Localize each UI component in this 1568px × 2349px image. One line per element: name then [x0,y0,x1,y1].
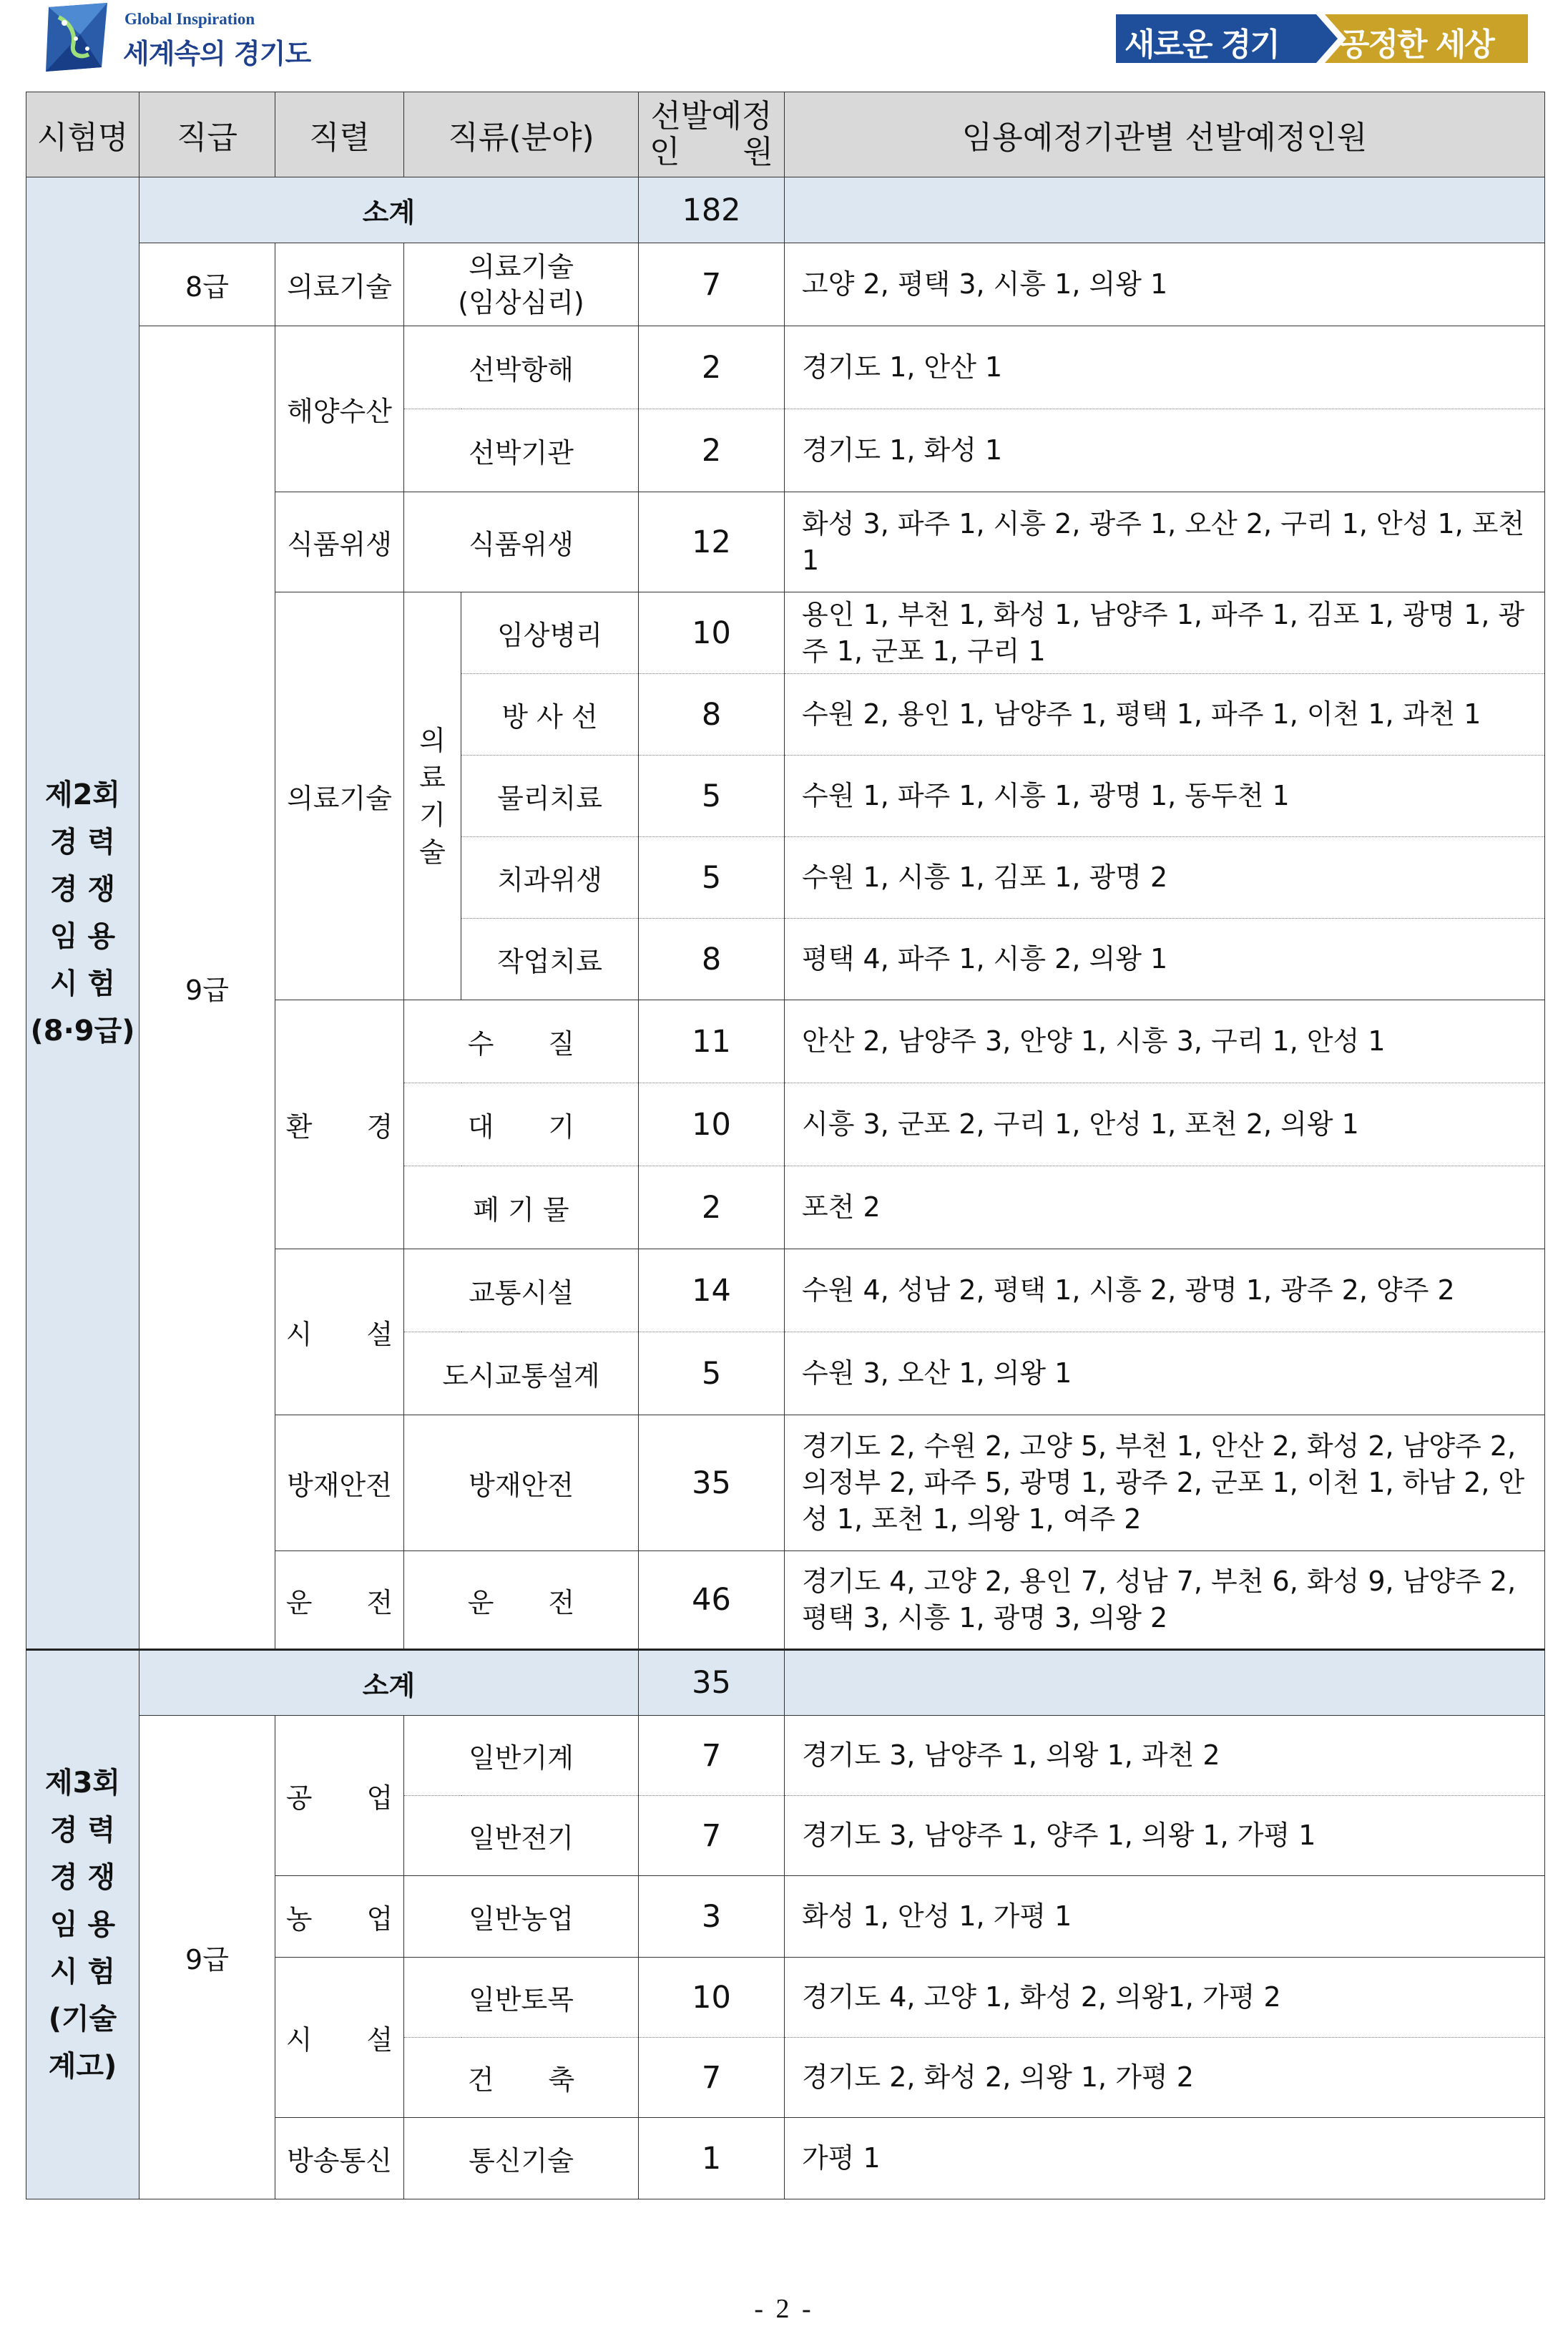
field-cell: 일반기계 [404,1716,639,1796]
exam3-subtotal-alloc [785,1650,1545,1716]
alloc-cell: 경기도 1, 화성 1 [785,409,1545,492]
alloc-cell: 고양 2, 평택 3, 시흥 1, 의왕 1 [785,243,1545,326]
slogan-left-text: 새로운 경기 [1124,26,1279,63]
header-exam: 시험명 [26,92,139,177]
slogan-banner [1116,13,1528,64]
grade-cell: 8급 [139,243,275,326]
exam3-subtotal-count: 35 [639,1650,785,1716]
header-count-line2: 인 원 [650,134,774,170]
series-cell: 해양수산 [275,326,404,492]
count-cell: 5 [639,756,785,837]
field-cell: 방 사 선 [461,674,639,756]
field-cell: 일반토목 [404,1958,639,2038]
gyeonggi-logo [44,0,316,74]
field-cell: 식품위생 [404,492,639,592]
exam3-name-line: 경 력 [49,1814,116,1847]
alloc-cell: 화성 1, 안성 1, 가평 1 [785,1876,1545,1958]
exam2-name-line: (8·9급) [30,1015,135,1047]
exam2-name-line: 제2회 [44,778,121,811]
series-cell: 시 설 [275,1958,404,2118]
exam3-name-line: 계고) [48,2050,117,2083]
field-cell: 일반전기 [404,1796,639,1876]
count-cell: 2 [639,1166,785,1249]
header-alloc: 임용예정기관별 선발예정인원 [785,92,1545,177]
alloc-cell: 포천 2 [785,1166,1545,1249]
count-cell: 14 [639,1249,785,1332]
series-cell: 의료기술 [275,243,404,326]
count-cell: 10 [639,592,785,674]
exam2-subtotal-alloc [785,177,1545,243]
field-cell: 건 축 [404,2038,639,2118]
header-grade: 직급 [139,92,275,177]
series-cell: 시 설 [275,1249,404,1415]
count-cell: 5 [639,837,785,919]
slogan-right-text: 공정한 세상 [1339,26,1494,63]
table-row [26,326,1545,409]
exam2-subtotal-count: 182 [639,177,785,243]
count-cell: 35 [639,1415,785,1551]
field-cell: 작업치료 [461,919,639,1000]
alloc-cell: 화성 3, 파주 1, 시흥 2, 광주 1, 오산 2, 구리 1, 안성 1, 포천 1 [785,492,1545,592]
field-cell: 임상병리 [461,592,639,674]
field-cell: 방재안전 [404,1415,639,1551]
field-cell: 일반농업 [404,1876,639,1958]
series-cell: 환 경 [275,1000,404,1249]
series-cell: 의료기술 [275,592,404,1000]
alloc-cell: 경기도 3, 남양주 1, 양주 1, 의왕 1, 가평 1 [785,1796,1545,1876]
exam3-name [26,1650,139,2199]
count-cell: 11 [639,1000,785,1083]
count-cell: 7 [639,1716,785,1796]
exam3-name-line: 임 용 [49,1908,116,1941]
exam2-name-line: 임 용 [49,920,116,953]
alloc-cell: 경기도 2, 수원 2, 고양 5, 부천 1, 안산 2, 화성 2, 남양주 2, 의정부 2, 파주 5, 광명 1, 광주 2, 군포 1, 이천 1, 하남 2, 안성 1, 포천 1, 의왕 1, 여주 2 [785,1415,1545,1551]
series-cell: 방재안전 [275,1415,404,1551]
field-cell: 수 질 [404,1000,639,1083]
series-cell: 공 업 [275,1716,404,1876]
alloc-cell: 시흥 3, 군포 2, 구리 1, 안성 1, 포천 2, 의왕 1 [785,1083,1545,1166]
alloc-cell: 수원 1, 시흥 1, 김포 1, 광명 2 [785,837,1545,919]
count-cell: 46 [639,1551,785,1650]
exam3-name-line: 경 쟁 [49,1861,116,1894]
count-cell: 1 [639,2118,785,2199]
field-cell: 선박항해 [404,326,639,409]
field-cell: 물리치료 [461,756,639,837]
field-cell: 선박기관 [404,409,639,492]
exam3-name-line: 시 험 [49,1955,116,1988]
alloc-cell: 가평 1 [785,2118,1545,2199]
series-cell: 식품위생 [275,492,404,592]
alloc-cell: 경기도 1, 안산 1 [785,326,1545,409]
grade-cell: 9급 [139,1716,275,2199]
alloc-cell: 수원 4, 성남 2, 평택 1, 시흥 2, 광명 1, 광주 2, 양주 2 [785,1249,1545,1332]
exam2-subtotal-label: 소계 [139,177,639,243]
alloc-cell: 안산 2, 남양주 3, 안양 1, 시흥 3, 구리 1, 안성 1 [785,1000,1545,1083]
table-header-row [26,92,1545,177]
exam3-name-line: 제3회 [44,1767,121,1799]
header-count [639,92,785,177]
logo-korean-text: 세계속의 경기도 [123,38,311,69]
field-cell: 운 전 [404,1551,639,1650]
field-cell: 의료기술 (임상심리) [404,243,639,326]
exam2-name-line: 시 험 [49,967,116,1000]
count-cell: 2 [639,409,785,492]
series-cell: 방송통신 [275,2118,404,2199]
count-cell: 12 [639,492,785,592]
exam2-name-line: 경 력 [49,826,116,859]
exam2-name [26,177,139,1650]
field-cell: 폐 기 물 [404,1166,639,1249]
subtotal-row [26,1650,1545,1716]
alloc-cell: 경기도 4, 고양 2, 용인 7, 성남 7, 부천 6, 화성 9, 남양주 2, 평택 3, 시흥 1, 광명 3, 의왕 2 [785,1551,1545,1650]
count-cell: 5 [639,1332,785,1415]
series-cell: 운 전 [275,1551,404,1650]
field-cell: 통신기술 [404,2118,639,2199]
count-cell: 7 [639,243,785,326]
count-cell: 10 [639,1083,785,1166]
field-cell: 교통시설 [404,1249,639,1332]
exam3-subtotal-label: 소계 [139,1650,639,1716]
header-field: 직류(분야) [404,92,639,177]
alloc-cell: 평택 4, 파주 1, 시흥 2, 의왕 1 [785,919,1545,1000]
header-count-line1: 선발예정 [650,98,773,135]
count-cell: 8 [639,674,785,756]
count-cell: 7 [639,1796,785,1876]
series-cell: 농 업 [275,1876,404,1958]
count-cell: 3 [639,1876,785,1958]
alloc-cell: 경기도 4, 고양 1, 화성 2, 의왕1, 가평 2 [785,1958,1545,2038]
count-cell: 8 [639,919,785,1000]
gyeonggi-logo-icon [44,1,116,73]
exam2-name-line: 경 쟁 [49,873,116,906]
table-row [26,1716,1545,1796]
alloc-cell: 수원 2, 용인 1, 남양주 1, 평택 1, 파주 1, 이천 1, 과천 1 [785,674,1545,756]
subtotal-row [26,177,1545,243]
count-cell: 10 [639,1958,785,2038]
subgroup-cell: 의 료 기 술 [404,592,461,1000]
alloc-cell: 용인 1, 부천 1, 화성 1, 남양주 1, 파주 1, 김포 1, 광명 1, 광주 1, 군포 1, 구리 1 [785,592,1545,674]
grade-cell: 9급 [139,326,275,1650]
field-cell: 대 기 [404,1083,639,1166]
field-cell: 치과위생 [461,837,639,919]
alloc-cell: 경기도 3, 남양주 1, 의왕 1, 과천 2 [785,1716,1545,1796]
field-cell: 도시교통설계 [404,1332,639,1415]
count-cell: 7 [639,2038,785,2118]
count-cell: 2 [639,326,785,409]
page-number: - 2 - [754,2294,814,2324]
alloc-cell: 수원 1, 파주 1, 시흥 1, 광명 1, 동두천 1 [785,756,1545,837]
alloc-cell: 수원 3, 오산 1, 의왕 1 [785,1332,1545,1415]
alloc-cell: 경기도 2, 화성 2, 의왕 1, 가평 2 [785,2038,1545,2118]
recruitment-table [26,92,1545,2199]
logo-english-text: Global Inspiration [124,10,255,28]
exam3-name-line: (기술 [48,2003,117,2036]
table-row [26,243,1545,326]
header-series: 직렬 [275,92,404,177]
